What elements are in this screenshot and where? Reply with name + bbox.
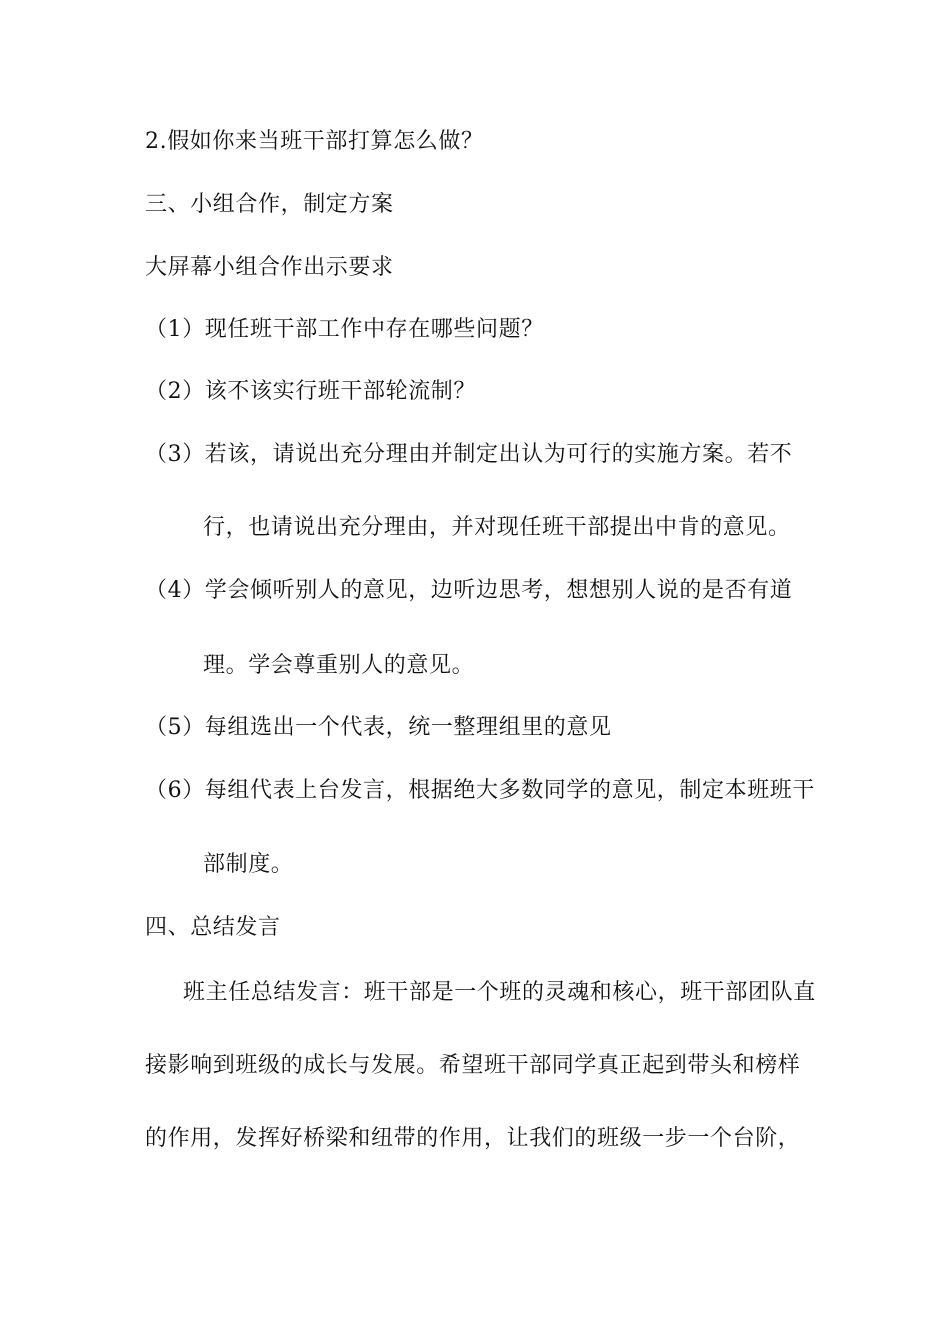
list-item-6-continued: 部制度。	[203, 852, 294, 877]
list-item-5: （5）每组选出一个代表，统一整理组里的意见	[145, 715, 612, 740]
list-item-1: （1）现任班干部工作中存在哪些问题？	[145, 317, 544, 342]
list-item-4: （4）学会倾听别人的意见，边听边思考，想想别人说的是否有道	[145, 578, 793, 603]
list-item-6: （6）每组代表上台发言，根据绝大多数同学的意见，制定本班班干	[145, 778, 815, 803]
list-item-4-continued: 理。学会尊重别人的意见。	[203, 653, 475, 678]
section-heading-4: 四、总结发言	[145, 915, 281, 940]
list-item-3-continued: 行，也请说出充分理由，并对现任班干部提出中肯的意见。	[203, 515, 791, 540]
intro-text: 大屏幕小组合作出示要求	[145, 255, 394, 280]
list-item-3: （3）若该，请说出充分理由并制定出认为可行的实施方案。若不	[145, 442, 793, 467]
question-2: 2.假如你来当班干部打算怎么做？	[145, 129, 484, 154]
summary-line-1: 班主任总结发言：班干部是一个班的灵魂和核心，班干部团队直	[183, 980, 816, 1005]
section-heading-3: 三、小组合作，制定方案	[145, 192, 394, 217]
summary-line-3: 的作用，发挥好桥梁和纽带的作用，让我们的班级一步一个台阶，	[145, 1126, 801, 1151]
summary-line-2: 接影响到班级的成长与发展。希望班干部同学真正起到带头和榜样	[145, 1053, 801, 1078]
list-item-2: （2）该不该实行班干部轮流制？	[145, 379, 476, 404]
